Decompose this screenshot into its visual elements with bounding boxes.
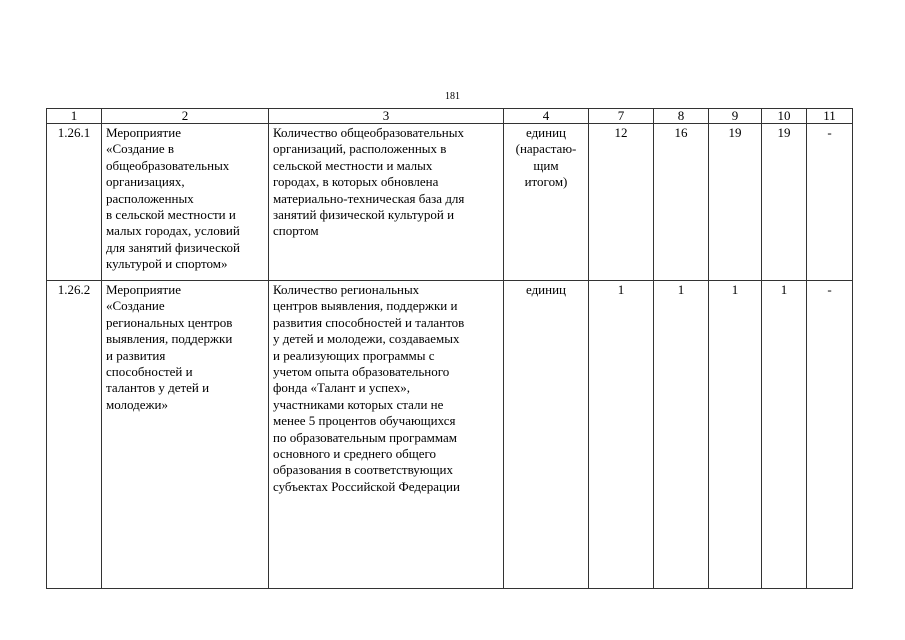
- table-row: [47, 124, 853, 281]
- event-name: Мероприятие «Создание в общеобразовательных организациях, расположенных в сельской местности и малых городах, условий для занятий физической культурой и спортом»: [102, 124, 269, 281]
- header-cell-col4: 4: [504, 109, 589, 124]
- page-number: 181: [445, 91, 460, 102]
- value-col11: -: [807, 281, 853, 589]
- row-number: 1.26.1: [47, 124, 102, 281]
- event-name: Мероприятие «Создание региональных центров выявления, поддержки и развития способностей и талантов у детей и молодежи»: [102, 281, 269, 589]
- value-col8: 1: [654, 281, 709, 589]
- indicator-name: Количество общеобразовательных организаций, расположенных в сельской местности и малых городах, в которых обновлена материально-техническая база для занятий физической культурой и спортом: [269, 124, 504, 281]
- header-cell-col7: 7: [589, 109, 654, 124]
- value-col9: 19: [709, 124, 762, 281]
- value-col10: 1: [762, 281, 807, 589]
- header-cell-col9: 9: [709, 109, 762, 124]
- value-col10: 19: [762, 124, 807, 281]
- value-col7: 1: [589, 281, 654, 589]
- header-cell-col1: 1: [47, 109, 102, 124]
- header-cell-col11: 11: [807, 109, 853, 124]
- value-col8: 16: [654, 124, 709, 281]
- value-col11: -: [807, 124, 853, 281]
- table-row: [47, 281, 853, 589]
- header-cell-col2: 2: [102, 109, 269, 124]
- unit-of-measure: единиц (нарастаю- щим итогом): [504, 124, 589, 281]
- table-header-row: [47, 109, 853, 124]
- unit-of-measure: единиц: [504, 281, 589, 589]
- value-col9: 1: [709, 281, 762, 589]
- row-number: 1.26.2: [47, 281, 102, 589]
- value-col7: 12: [589, 124, 654, 281]
- header-cell-col10: 10: [762, 109, 807, 124]
- indicators-table: [46, 108, 853, 589]
- header-cell-col3: 3: [269, 109, 504, 124]
- header-cell-col8: 8: [654, 109, 709, 124]
- indicator-name: Количество региональных центров выявления, поддержки и развития способностей и талантов у детей и молодежи, создаваемых и реализующих программы с учетом опыта образовательного фонда «Талант и успех», участниками которых стали не менее 5 процентов обучающихся по образовательным программам основного и среднего общего образования в соответствующих субъектах Российской Федерации: [269, 281, 504, 589]
